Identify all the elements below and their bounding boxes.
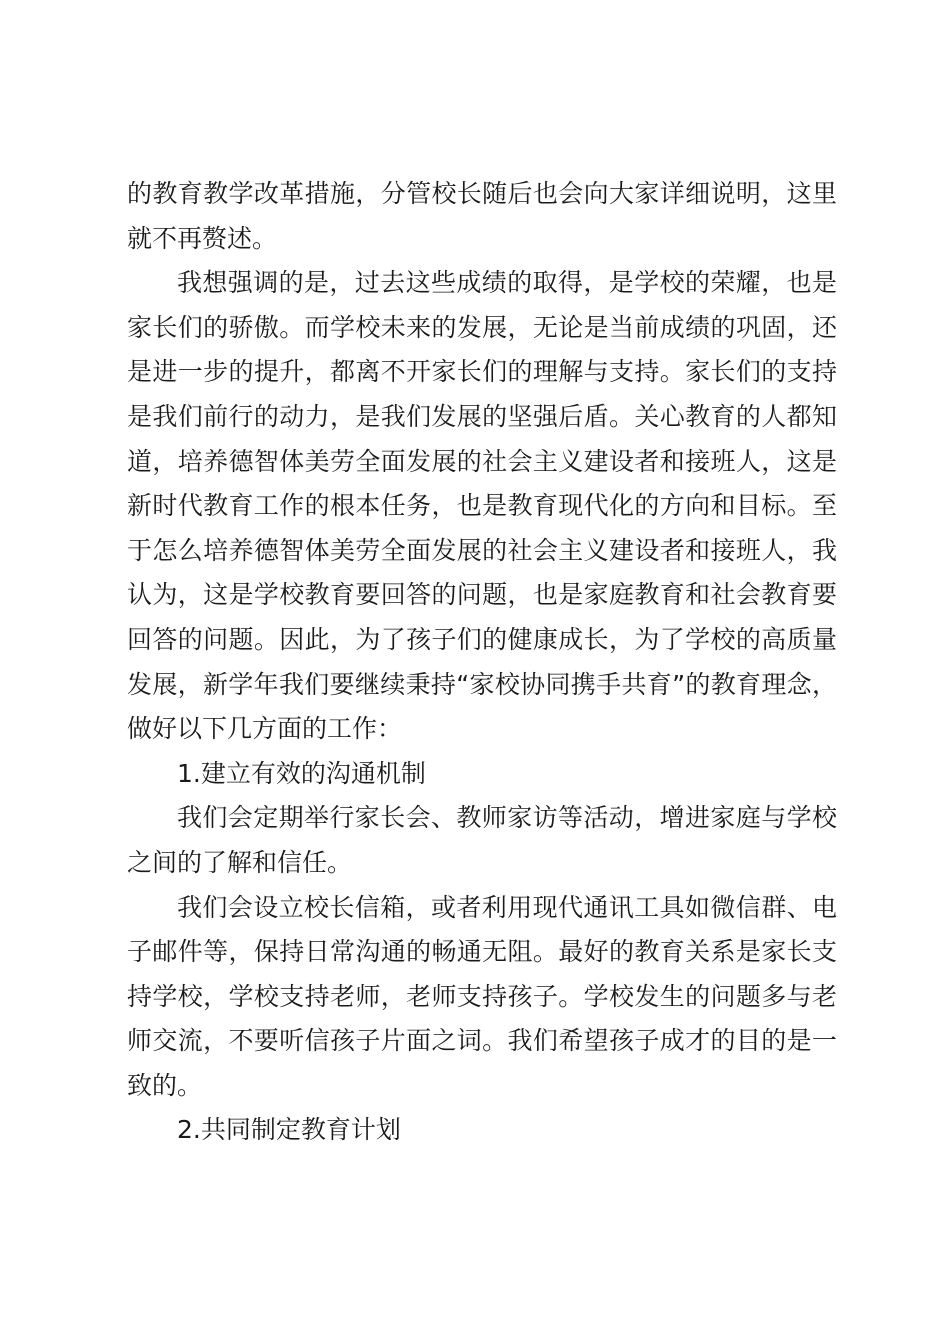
document-body — [127, 172, 837, 1153]
section-heading-communication: 1.建立有效的沟通机制 — [177, 758, 426, 788]
section-heading-education-plan: 2.共同制定教育计划 — [177, 1115, 401, 1145]
paragraph-mailbox: 我们会设立校长信箱，或者利用现代通讯工具如微信群、电子邮件等，保持日常沟通的畅通无阻。最好的教育关系是家长支持学校，学校支持老师，老师支持孩子。学校发生的问题多与老师交流，不要听信孩子片面之词。我们希望孩子成才的目的是一致的。 — [127, 892, 837, 1100]
paragraph-meetings: 我们会定期举行家长会、教师家访等活动，增进家庭与学校之间的了解和信任。 — [127, 803, 837, 877]
paragraph-emphasis: 我想强调的是，过去这些成绩的取得，是学校的荣耀，也是家长们的骄傲。而学校未来的发展，无论是当前成绩的巩固，还是进一步的提升，都离不开家长们的理解与支持。家长们的支持是我们前行的动力，是我们发展的坚强后盾。关心教育的人都知道，培养德智体美劳全面发展的社会主义建设者和接班人，这是新时代教育工作的根本任务，也是教育现代化的方向和目标。至于怎么培养德智体美劳全面发展的社会主义建设者和接班人，我认为，这是学校教育要回答的问题，也是家庭教育和社会教育要回答的问题。因此，为了孩子们的健康成长，为了学校的高质量发展，新学年我们要继续秉持“家校协同携手共育”的教育理念，做好以下几方面的工作： — [127, 268, 837, 744]
paragraph-continuation: 的教育教学改革措施，分管校长随后也会向大家详细说明，这里就不再赘述。 — [127, 179, 837, 253]
